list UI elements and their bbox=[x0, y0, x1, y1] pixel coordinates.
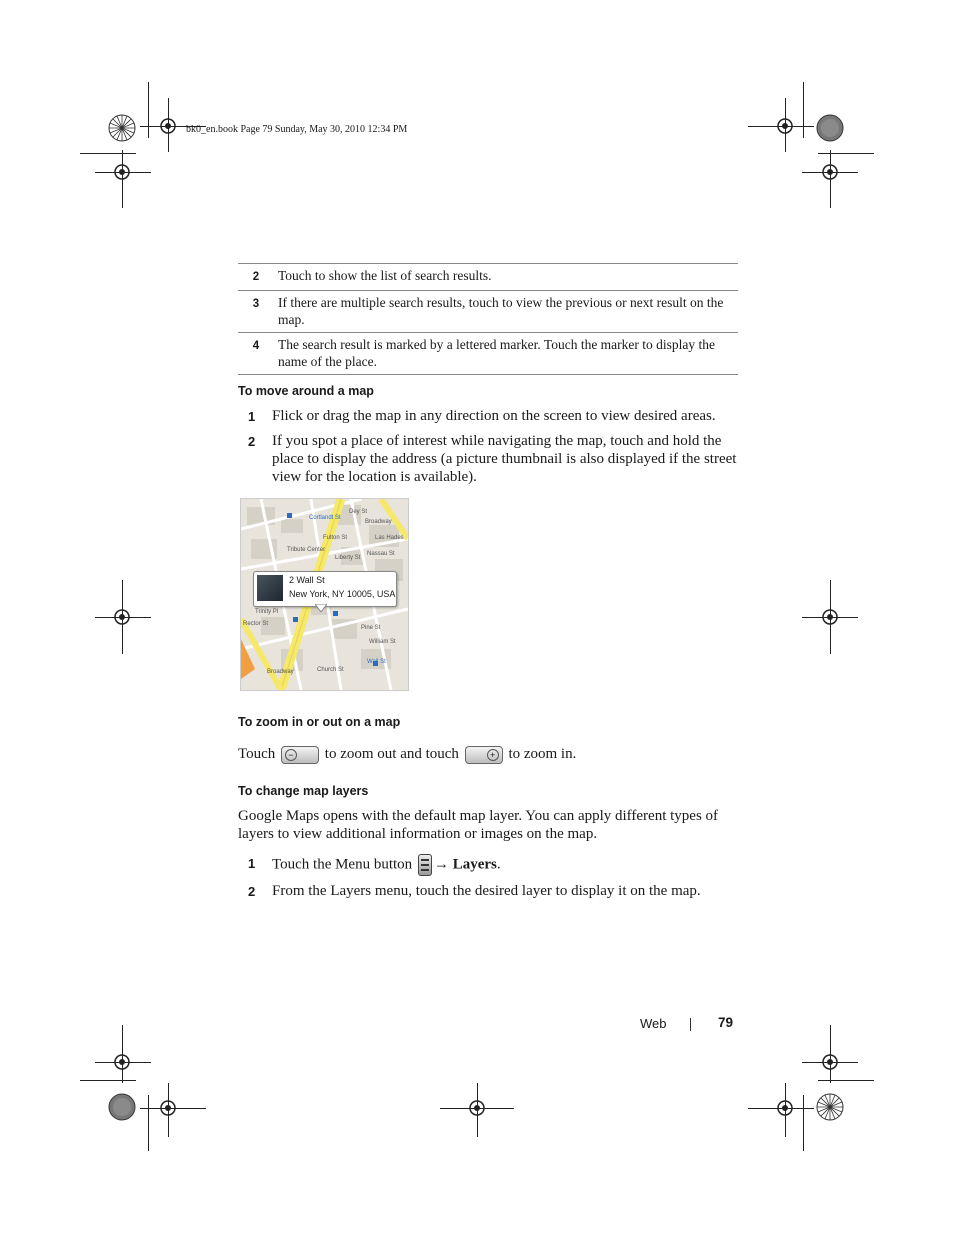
registration-target-icon bbox=[773, 114, 797, 138]
footer-divider bbox=[690, 1018, 691, 1031]
row-number: 3 bbox=[238, 291, 274, 333]
section-heading-zoom: To zoom in or out on a map bbox=[238, 715, 401, 729]
map-street-label: Las Hades bbox=[375, 535, 404, 541]
step-text: If you spot a place of interest while navigating the map, touch and hold the place to display the address (a picture thumbnail is also displayed if the street view for the location is available). bbox=[272, 433, 737, 485]
starburst-mark-icon bbox=[816, 1093, 844, 1121]
crop-mark bbox=[80, 153, 136, 154]
zoom-instruction bbox=[238, 745, 576, 764]
zoom-text-touch: Touch bbox=[238, 746, 276, 762]
layers-menu-item: Layers bbox=[452, 856, 497, 873]
step-text: From the Layers menu, touch the desired layer to display it on the map. bbox=[272, 883, 701, 899]
popup-address-line1: 2 Wall St bbox=[289, 575, 325, 585]
map-street-label: Trinity Pl bbox=[255, 609, 279, 615]
menu-button-icon[interactable] bbox=[418, 854, 432, 876]
street-view-thumbnail bbox=[257, 575, 283, 601]
map-address-popup[interactable] bbox=[253, 571, 397, 607]
map-street-label: Liberty St bbox=[335, 555, 361, 561]
map-street-label: Nassau St bbox=[367, 551, 395, 557]
registration-target-icon bbox=[156, 114, 180, 138]
row-number: 4 bbox=[238, 333, 274, 375]
step-text: Flick or drag the map in any direction on the screen to view desired areas. bbox=[272, 408, 716, 424]
crop-mark bbox=[148, 1095, 149, 1151]
table-row bbox=[238, 333, 738, 375]
registration-target-icon bbox=[465, 1096, 489, 1120]
zoom-text-middle: to zoom out and touch bbox=[324, 746, 459, 762]
map-street-label: Tribute Center bbox=[287, 547, 326, 553]
row-text: The search result is marked by a lettered marker. Touch the marker to display the name of the place. bbox=[274, 333, 738, 375]
registration-target-icon bbox=[110, 1050, 134, 1074]
arrow: → bbox=[433, 856, 449, 873]
table-row bbox=[238, 291, 738, 333]
map-street-label: Rector St bbox=[243, 621, 269, 627]
step-number: 1 bbox=[248, 409, 256, 424]
step-number: 1 bbox=[248, 856, 256, 871]
crop-mark bbox=[818, 1080, 874, 1081]
results-table bbox=[238, 263, 738, 375]
page-number: 79 bbox=[718, 1015, 734, 1030]
registration-target-icon bbox=[773, 1096, 797, 1120]
map-street-label: Broadway bbox=[267, 669, 294, 675]
registration-target-icon bbox=[818, 1050, 842, 1074]
crop-mark bbox=[148, 82, 149, 138]
map-street-label: Broadway bbox=[365, 519, 392, 525]
row-text: Touch to show the list of search results. bbox=[274, 264, 738, 291]
footer-section-name: Web bbox=[640, 1016, 667, 1031]
layers-step-1 bbox=[272, 854, 501, 876]
table-row bbox=[238, 264, 738, 291]
zoom-out-button-icon[interactable]: − bbox=[281, 746, 319, 764]
step-number: 2 bbox=[248, 884, 256, 899]
crop-mark bbox=[818, 153, 874, 154]
row-number: 2 bbox=[238, 264, 274, 291]
registration-target-icon bbox=[110, 160, 134, 184]
popup-address-line2: New York, NY 10005, USA bbox=[289, 589, 396, 599]
map-street-label: William St bbox=[369, 639, 396, 645]
crop-mark bbox=[803, 82, 804, 138]
map-street-label: Church St bbox=[317, 667, 344, 673]
starburst-mark-icon bbox=[108, 114, 136, 142]
registration-target-icon bbox=[818, 160, 842, 184]
grey-disc-mark-icon bbox=[108, 1093, 136, 1121]
zoom-in-button-icon[interactable]: + bbox=[465, 746, 503, 764]
section-heading-move: To move around a map bbox=[238, 384, 374, 398]
grey-disc-mark-icon bbox=[816, 114, 844, 142]
registration-target-icon bbox=[818, 605, 842, 629]
row-text: If there are multiple search results, touch to view the previous or next result on the map. bbox=[274, 291, 738, 333]
crop-mark bbox=[80, 1080, 136, 1081]
map-street-label: Dey St bbox=[349, 509, 368, 515]
registration-target-icon bbox=[156, 1096, 180, 1120]
map-street-label: Pine St bbox=[361, 625, 381, 631]
layers-intro: Google Maps opens with the default map layer. You can apply different types of layers to view additional information or images on the map. bbox=[238, 808, 719, 842]
zoom-text-end: to zoom in. bbox=[508, 746, 577, 762]
map-street-label: Fulton St bbox=[323, 535, 348, 541]
map-screenshot bbox=[240, 498, 409, 691]
step-number: 2 bbox=[248, 434, 256, 449]
map-street-label: Cortlandt St bbox=[309, 515, 341, 521]
step-text: Touch the Menu button bbox=[272, 856, 413, 873]
print-header: bk0_en.book Page 79 Sunday, May 30, 2010 12:34 PM bbox=[186, 124, 408, 135]
popup-pointer-icon bbox=[315, 604, 327, 612]
map-street-label: Wall St bbox=[367, 659, 386, 665]
section-heading-layers: To change map layers bbox=[238, 784, 369, 798]
crop-mark bbox=[803, 1095, 804, 1151]
registration-target-icon bbox=[110, 605, 134, 629]
period: . bbox=[496, 856, 501, 873]
